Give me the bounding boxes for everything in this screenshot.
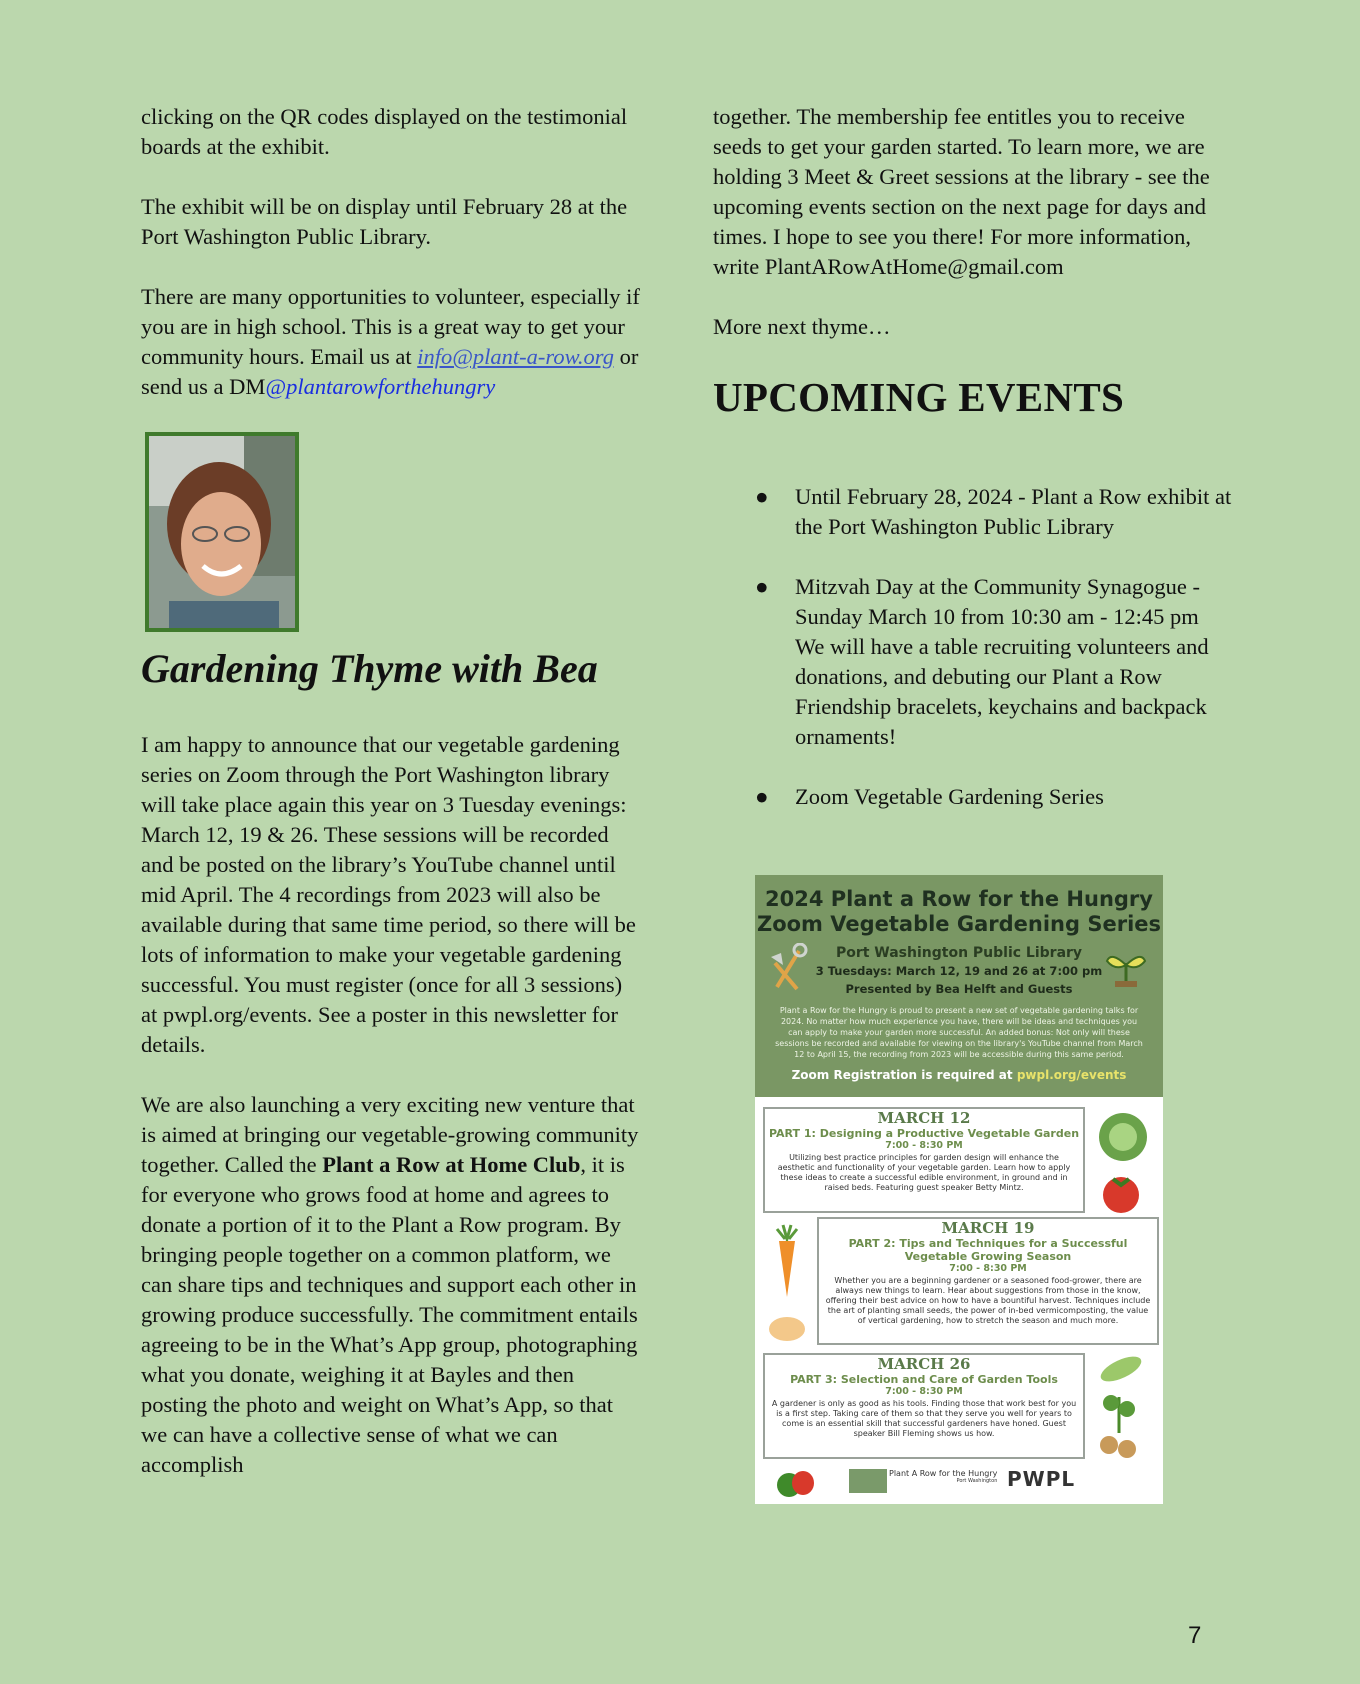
session-time: 7:00 - 8:30 PM xyxy=(885,1386,963,1397)
session-description: A gardener is only as good as his tools. Finding those that work best for you is a first step. Taking care of them so that they serve you well for years to come is an essential skill that successful gardeners have honed. Guest speaker Bill Fleming shows us how. xyxy=(771,1399,1077,1438)
poster-registration xyxy=(755,1068,1163,1082)
paragraph-home-club xyxy=(141,1090,641,1480)
plant-a-row-logo-text xyxy=(889,1469,997,1484)
session-part: PART 3: Selection and Care of Garden Tools xyxy=(790,1373,1058,1386)
home-club-body: , it is for everyone who grows food at home and agrees to donate a portion of it to the Plant a Row program. By bringing people together on a common platform, we can share tips and techniques and support each other in growing produce successfully. The commitment entails agreeing to be in the What’s App group, photographing what you donate, weighing it at Bayles and then posting the photo and weight on What’s App, so that we can have a collective sense of what we can accomplish xyxy=(141,1152,638,1477)
session-time: 7:00 - 8:30 PM xyxy=(949,1263,1027,1274)
poster-footer xyxy=(755,1461,1163,1504)
logo-name: Plant A Row for the Hungry xyxy=(889,1469,998,1478)
author-photo xyxy=(145,432,299,632)
poster-dates: 3 Tuesdays: March 12, 19 and 26 at 7:00 pm xyxy=(815,964,1103,978)
right-column xyxy=(713,102,1233,842)
session-date: MARCH 19 xyxy=(941,1219,1035,1237)
event-text: Until February 28, 2024 - Plant a Row exhibit at the Port Washington Public Library xyxy=(795,484,1232,539)
plant-a-row-logo-image xyxy=(849,1469,887,1493)
session-part: PART 2: Tips and Techniques for a Successful Vegetable Growing Season xyxy=(848,1237,1128,1263)
session-date: MARCH 26 xyxy=(877,1355,971,1373)
poster-blurb: Plant a Row for the Hungry is proud to present a new set of vegetable gardening talks for 2024. No matter how much experience you have, there will be ideas and techniques you can apply to make your garden more successful. An added bonus: Not only will these sessions be recorded and available for viewing on the library's YouTube channel from March 12 to April 15, the recording from 2023 will be accessible during this same period. xyxy=(775,1006,1143,1059)
paragraph-zoom-series: I am happy to announce that our vegetable gardening series on Zoom through the Port Washington library will take place again this year on 3 Tuesday evenings: March 12, 19 & 26. These sessions will be recorded and be posted on the library’s YouTube channel until mid April. The 4 recordings from 2023 will also be available during that same time period, so there will be lots of information to make your vegetable gardening successful. You must register (once for all 3 sessions) at pwpl.org/events. See a poster in this newsletter for details. xyxy=(141,732,636,1057)
bullet-glyph: ● xyxy=(755,574,769,599)
session-description: Utilizing best practice principles for garden design will enhance the aesthetic and functionality of your vegetable garden. Learn how to apply these ideas to create a successful edible environment, in ground and in raised beds. Featuring guest speaker Betty Mintz. xyxy=(777,1153,1071,1192)
paragraph-signoff: More next thyme… xyxy=(713,314,891,339)
session-card-march-12 xyxy=(763,1107,1085,1213)
garden-tools-icon xyxy=(769,943,809,995)
session-card-march-19 xyxy=(817,1217,1159,1345)
list-item xyxy=(713,782,1233,812)
social-handle: @plantarowforthehungry xyxy=(265,374,496,399)
bullet-glyph: ● xyxy=(755,484,769,509)
session-part: PART 1: Designing a Productive Vegetable Garden xyxy=(768,1127,1080,1140)
bullet-glyph: ● xyxy=(755,784,769,809)
session-time: 7:00 - 8:30 PM xyxy=(885,1140,963,1151)
event-text: Mitzvah Day at the Community Synagogue - Sunday March 10 from 10:30 am - 12:45 pm We will have a table recruiting volunteers and donations, and debuting our Plant a Row Friendship bracelets, keychains and backpack ornaments! xyxy=(795,574,1209,749)
list-item xyxy=(713,482,1233,542)
upcoming-events-title: UPCOMING EVENTS xyxy=(713,374,1125,420)
home-club-intro: We are also launching a very exciting new venture that is aimed at bringing our vegetable-growing community together. Called the xyxy=(141,1092,639,1177)
cucumber-potato-icon xyxy=(1087,1353,1151,1465)
poster-title xyxy=(755,875,1163,937)
carrot-onion-icon xyxy=(765,1217,809,1347)
paragraph-volunteer xyxy=(141,282,641,402)
registration-link: pwpl.org/events xyxy=(1016,1068,1127,1082)
peppers-icon xyxy=(773,1465,819,1499)
poster-header xyxy=(755,875,1163,1097)
zoom-series-poster xyxy=(755,875,1163,1504)
paragraph-exhibit-display: The exhibit will be on display until February 28 at the Port Washington Public Library. xyxy=(141,194,628,249)
event-text: Zoom Vegetable Gardening Series xyxy=(795,784,1104,809)
pwpl-logo: PWPL xyxy=(1007,1467,1076,1491)
email-link[interactable]: info@plant-a-row.org xyxy=(417,344,614,369)
cabbage-tomato-icon xyxy=(1093,1109,1155,1217)
poster-library: Port Washington Public Library xyxy=(835,945,1083,961)
section-title-gardening-thyme: Gardening Thyme with Bea xyxy=(141,646,598,691)
poster-title-line1: 2024 Plant a Row for the Hungry xyxy=(765,887,1153,911)
session-date: MARCH 12 xyxy=(877,1109,971,1127)
page-number: 7 xyxy=(1188,1622,1202,1649)
volunteer-text: There are many opportunities to volunteer, especially if you are in high school. This is a great way to get your community hours. Email us at xyxy=(141,284,640,369)
home-club-name: Plant a Row at Home Club xyxy=(322,1152,581,1177)
poster-presenter: Presented by Bea Helft and Guests xyxy=(845,982,1073,996)
seedling-icon xyxy=(1103,947,1149,987)
portrait-illustration xyxy=(149,436,295,628)
volunteer-dm-text: or send us a DM xyxy=(141,344,639,399)
logo-subtitle: Port Washington xyxy=(956,1478,998,1484)
registration-text: Zoom Registration is required at xyxy=(791,1068,1013,1082)
left-column xyxy=(141,102,641,1510)
poster-title-line2: Zoom Vegetable Gardening Series xyxy=(756,912,1162,936)
list-item xyxy=(713,572,1233,752)
events-list xyxy=(713,482,1233,812)
paragraph-membership: together. The membership fee entitles you to receive seeds to get your garden started. To learn more, we are holding 3 Meet & Greet sessions at the library - see the upcoming events section on the next page for days and times. I hope to see you there! For more information, write PlantARowAtHome@gmail.com xyxy=(713,104,1210,279)
session-card-march-26 xyxy=(763,1353,1085,1459)
paragraph-qr-codes: clicking on the QR codes displayed on the testimonial boards at the exhibit. xyxy=(141,104,628,159)
session-description: Whether you are a beginning gardener or a seasoned food-grower, there are always new things to learn. Hear about suggestions from those in the know, offering their best advice on how to have a bountiful harvest. Techniques include the art of planting small seeds, the power of in-bed vermicomposting, the value of vertical gardening, how to stretch the season and much more. xyxy=(825,1276,1151,1325)
